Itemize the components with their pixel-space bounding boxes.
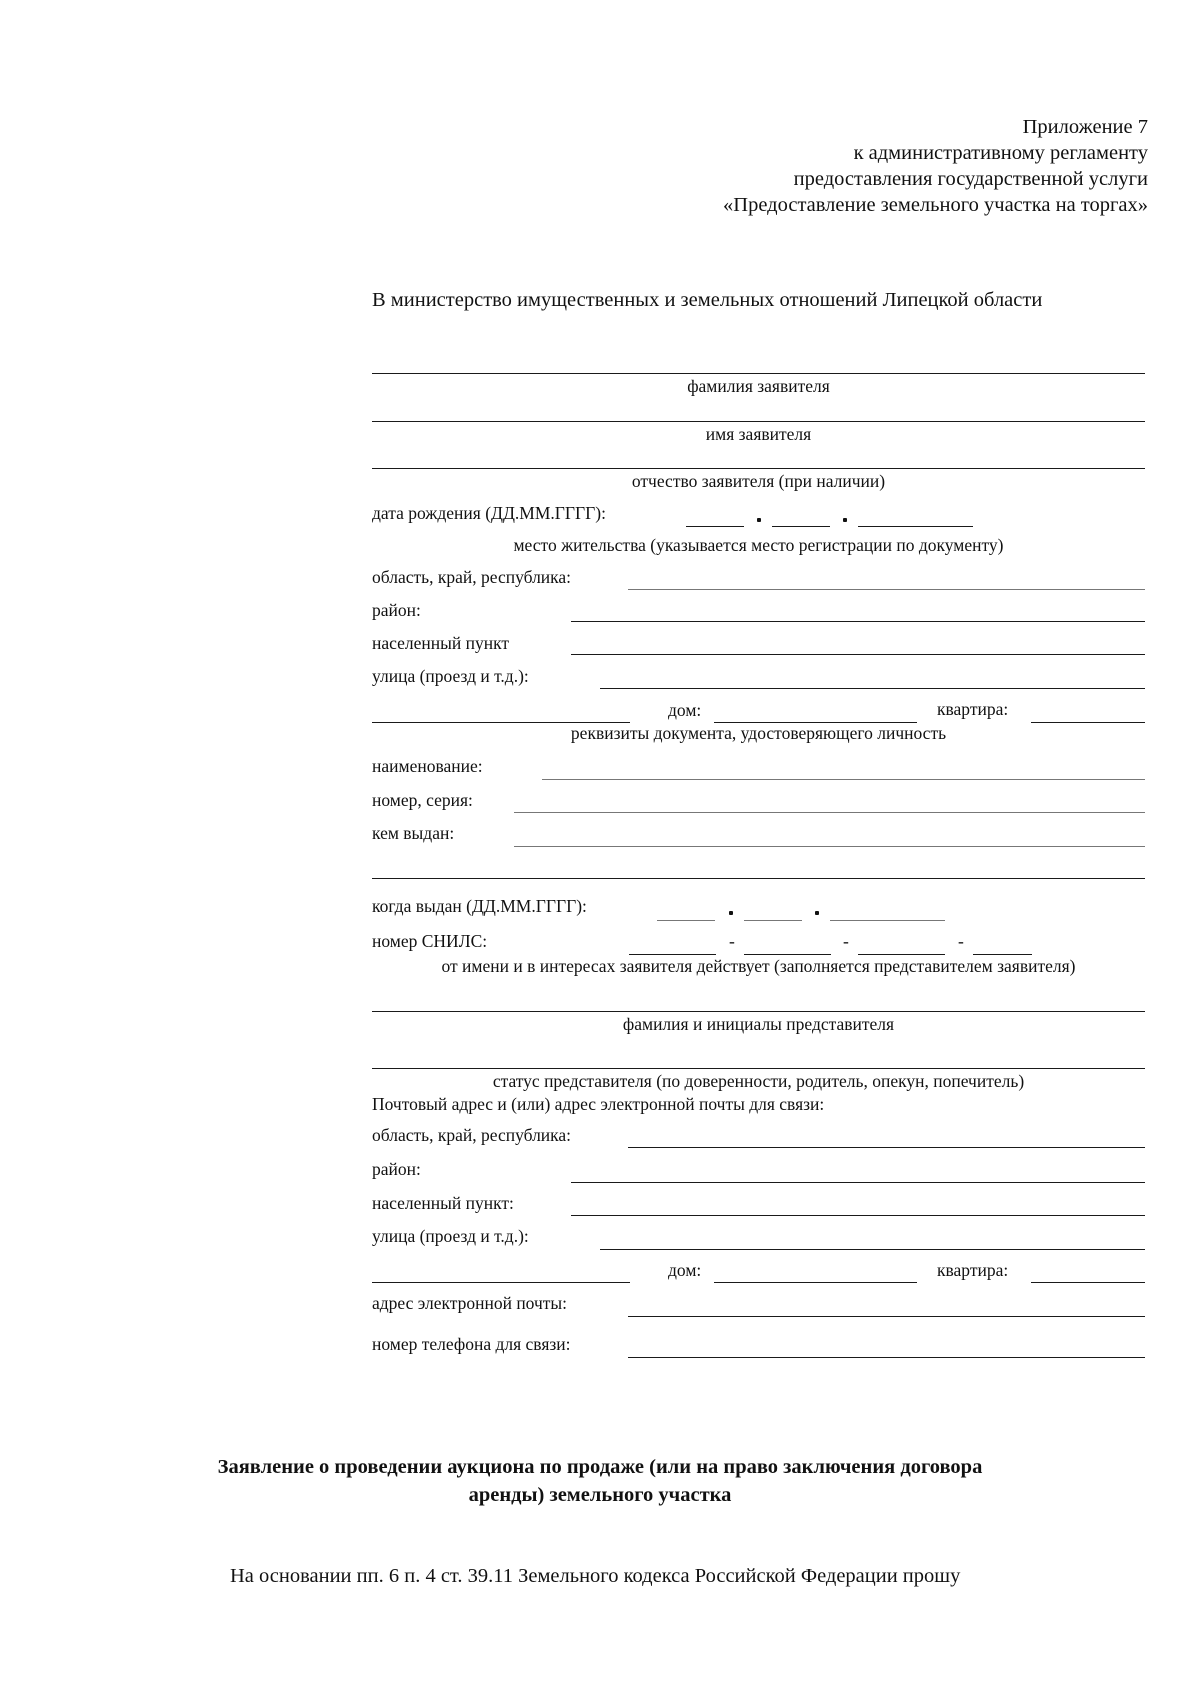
rep-name-field[interactable] <box>372 1011 1145 1012</box>
rep-name-caption: фамилия и инициалы представителя <box>622 1014 895 1034</box>
snils-part-3-field[interactable] <box>858 954 945 955</box>
issue-date-label: когда выдан (ДД.ММ.ГГГГ): <box>372 896 587 916</box>
name-caption: имя заявителя <box>705 424 812 444</box>
district-label: район: <box>372 600 421 620</box>
apartment-label: квартира: <box>937 699 1009 719</box>
body-paragraph: На основании пп. 6 п. 4 ст. 39.11 Земельного кодекса Российской Федерации прошу <box>230 1565 961 1587</box>
snils-part-4-field[interactable] <box>973 954 1032 955</box>
email-label: адрес электронной почты: <box>372 1293 568 1313</box>
doc-name-label: наименование: <box>372 756 483 776</box>
date-separator <box>757 518 761 522</box>
postal-locality-label: населенный пункт: <box>372 1193 514 1213</box>
issued-by-field[interactable] <box>514 846 1145 847</box>
postal-district-label: район: <box>372 1159 421 1179</box>
appendix-reference: к административному регламенту <box>853 142 1148 164</box>
postal-house-label: дом: <box>668 1260 702 1280</box>
postal-street-label: улица (проезд и т.д.): <box>372 1226 529 1246</box>
birth-year-field[interactable] <box>858 526 973 527</box>
appendix-service: предоставления государственной услуги <box>793 168 1148 190</box>
issued-by-label: кем выдан: <box>372 823 455 843</box>
surname-field[interactable] <box>372 373 1145 374</box>
residence-caption: место жительства (указывается место регистрации по документу) <box>513 535 1004 555</box>
doc-number-label: номер, серия: <box>372 790 473 810</box>
postal-apartment-field[interactable] <box>1031 1282 1145 1283</box>
birth-date-label: дата рождения (ДД.ММ.ГГГГ): <box>372 503 606 523</box>
district-field[interactable] <box>571 621 1145 622</box>
postal-locality-field[interactable] <box>571 1215 1145 1216</box>
snils-separator: - <box>729 931 735 951</box>
addressee: В министерство имущественных и земельных отношений Липецкой области <box>372 289 1043 311</box>
representative-caption: от имени и в интересах заявителя действует (заполняется представителем заявителя) <box>441 956 1076 976</box>
locality-field[interactable] <box>571 654 1145 655</box>
appendix-header <box>723 114 1148 218</box>
phone-field[interactable] <box>628 1357 1145 1358</box>
house-label: дом: <box>668 700 702 720</box>
email-field[interactable] <box>628 1316 1145 1317</box>
phone-label: номер телефона для связи: <box>372 1334 571 1354</box>
birth-month-field[interactable] <box>772 526 830 527</box>
postal-street-continuation-field[interactable] <box>372 1282 630 1283</box>
rep-status-caption: статус представителя (по доверенности, родитель, опекун, попечитель) <box>492 1071 1025 1091</box>
name-field[interactable] <box>372 421 1145 422</box>
appendix-service-name: «Предоставление земельного участка на торгах» <box>723 194 1148 216</box>
snils-separator: - <box>843 931 849 951</box>
region-field[interactable] <box>628 589 1145 590</box>
locality-label: населенный пункт <box>372 633 510 653</box>
snils-part-2-field[interactable] <box>744 954 831 955</box>
issue-day-field[interactable] <box>657 920 715 921</box>
title-line-1: Заявление о проведении аукциона по продаже (или на право заключения договора <box>217 1456 983 1478</box>
snils-label: номер СНИЛС: <box>372 931 488 951</box>
street-field[interactable] <box>600 688 1145 689</box>
snils-separator: - <box>958 931 964 951</box>
id-document-caption: реквизиты документа, удостоверяющего личность <box>570 723 947 743</box>
snils-part-1-field[interactable] <box>629 954 716 955</box>
date-separator <box>843 518 847 522</box>
issued-by-continuation-field[interactable] <box>372 878 1145 879</box>
rep-status-field[interactable] <box>372 1068 1145 1069</box>
postal-heading: Почтовый адрес и (или) адрес электронной почты для связи: <box>372 1094 825 1114</box>
application-title <box>150 1453 1050 1509</box>
patronymic-caption: отчество заявителя (при наличии) <box>631 471 886 491</box>
issue-month-field[interactable] <box>744 920 802 921</box>
postal-region-field[interactable] <box>628 1147 1145 1148</box>
title-line-2: аренды) земельного участка <box>468 1484 732 1506</box>
postal-region-label: область, край, республика: <box>372 1125 572 1145</box>
appendix-number: Приложение 7 <box>1022 116 1148 138</box>
patronymic-field[interactable] <box>372 468 1145 469</box>
postal-apartment-label: квартира: <box>937 1260 1009 1280</box>
surname-caption: фамилия заявителя <box>687 376 830 396</box>
doc-name-field[interactable] <box>542 779 1145 780</box>
birth-day-field[interactable] <box>686 526 744 527</box>
date-separator <box>815 911 819 915</box>
issue-year-field[interactable] <box>830 920 945 921</box>
postal-street-field[interactable] <box>600 1249 1145 1250</box>
postal-district-field[interactable] <box>571 1182 1145 1183</box>
street-label: улица (проезд и т.д.): <box>372 666 529 686</box>
doc-number-field[interactable] <box>514 812 1145 813</box>
region-label: область, край, республика: <box>372 567 572 587</box>
date-separator <box>729 911 733 915</box>
postal-house-field[interactable] <box>714 1282 917 1283</box>
